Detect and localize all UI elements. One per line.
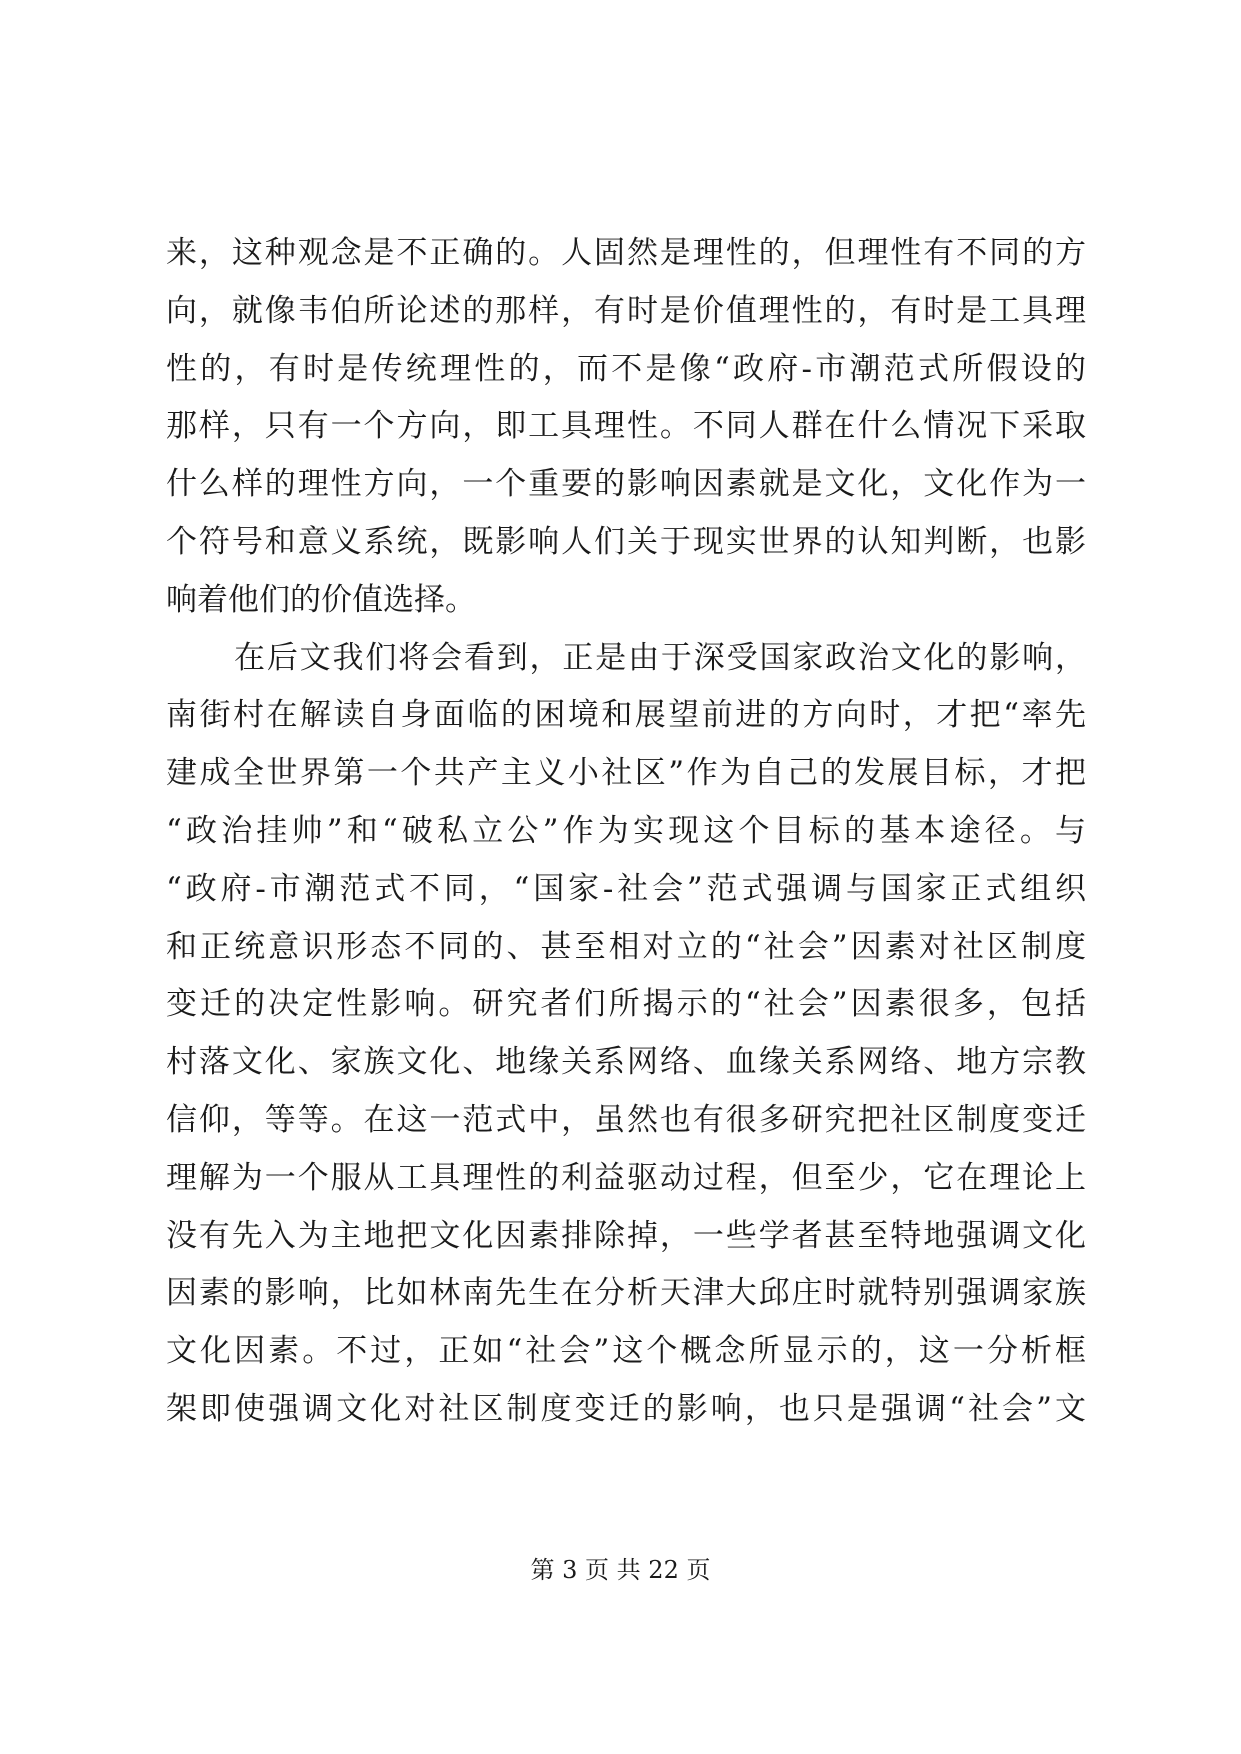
text-line: 村落文化、家族文化、地缘关系网络、血缘关系网络、地方宗教 — [166, 1044, 1086, 1081]
text-line: 信仰，等等。在这一范式中，虽然也有很多研究把社区制度变迁 — [166, 1101, 1086, 1138]
page-number: 第 3 页 共 22 页 — [530, 1556, 711, 1584]
text-line: 架即使强调文化对社区制度变迁的影响，也只是强调“社会”文 — [166, 1390, 1086, 1427]
text-line: 没有先入为主地把文化因素排除掉，一些学者甚至特地强调文化 — [166, 1217, 1086, 1254]
page-footer — [0, 1550, 1241, 1585]
text-line: 那样，只有一个方向，即工具理性。不同人群在什么情况下采取 — [166, 408, 1086, 445]
text-line: 理解为一个服从工具理性的利益驱动过程，但至少，它在理论上 — [166, 1159, 1086, 1196]
text-line: “政府-市潮范式不同，“国家-社会”范式强调与国家正式组织 — [166, 870, 1086, 907]
body-text — [166, 225, 1086, 1439]
text-line: 因素的影响，比如林南先生在分析天津大邱庄时就特别强调家族 — [166, 1275, 1086, 1312]
text-line: 和正统意识形态不同的、甚至相对立的“社会”因素对社区制度 — [166, 928, 1086, 965]
text-line: 变迁的决定性影响。研究者们所揭示的“社会”因素很多，包括 — [166, 986, 1086, 1023]
text-line: 响着他们的价值选择。 — [166, 581, 476, 618]
text-line: 南街村在解读自身面临的困境和展望前进的方向时，才把“率先 — [166, 697, 1086, 734]
text-line: “政治挂帅”和“破私立公”作为实现这个目标的基本途径。与 — [166, 812, 1086, 849]
text-line: 性的，有时是传统理性的，而不是像“政府-市潮范式所假设的 — [166, 350, 1086, 387]
text-line: 来，这种观念是不正确的。人固然是理性的，但理性有不同的方 — [166, 235, 1086, 271]
text-line: 在后文我们将会看到，正是由于深受国家政治文化的影响， — [234, 639, 1086, 676]
text-line: 向，就像韦伯所论述的那样，有时是价值理性的，有时是工具理 — [166, 292, 1086, 329]
text-line: 建成全世界第一个共产主义小社区”作为自己的发展目标，才把 — [166, 755, 1086, 792]
text-line: 什么样的理性方向，一个重要的影响因素就是文化，文化作为一 — [166, 466, 1086, 503]
text-line: 个符号和意义系统，既影响人们关于现实世界的认知判断，也影 — [166, 523, 1086, 560]
text-line: 文化因素。不过，正如“社会”这个概念所显示的，这一分析框 — [166, 1333, 1086, 1370]
